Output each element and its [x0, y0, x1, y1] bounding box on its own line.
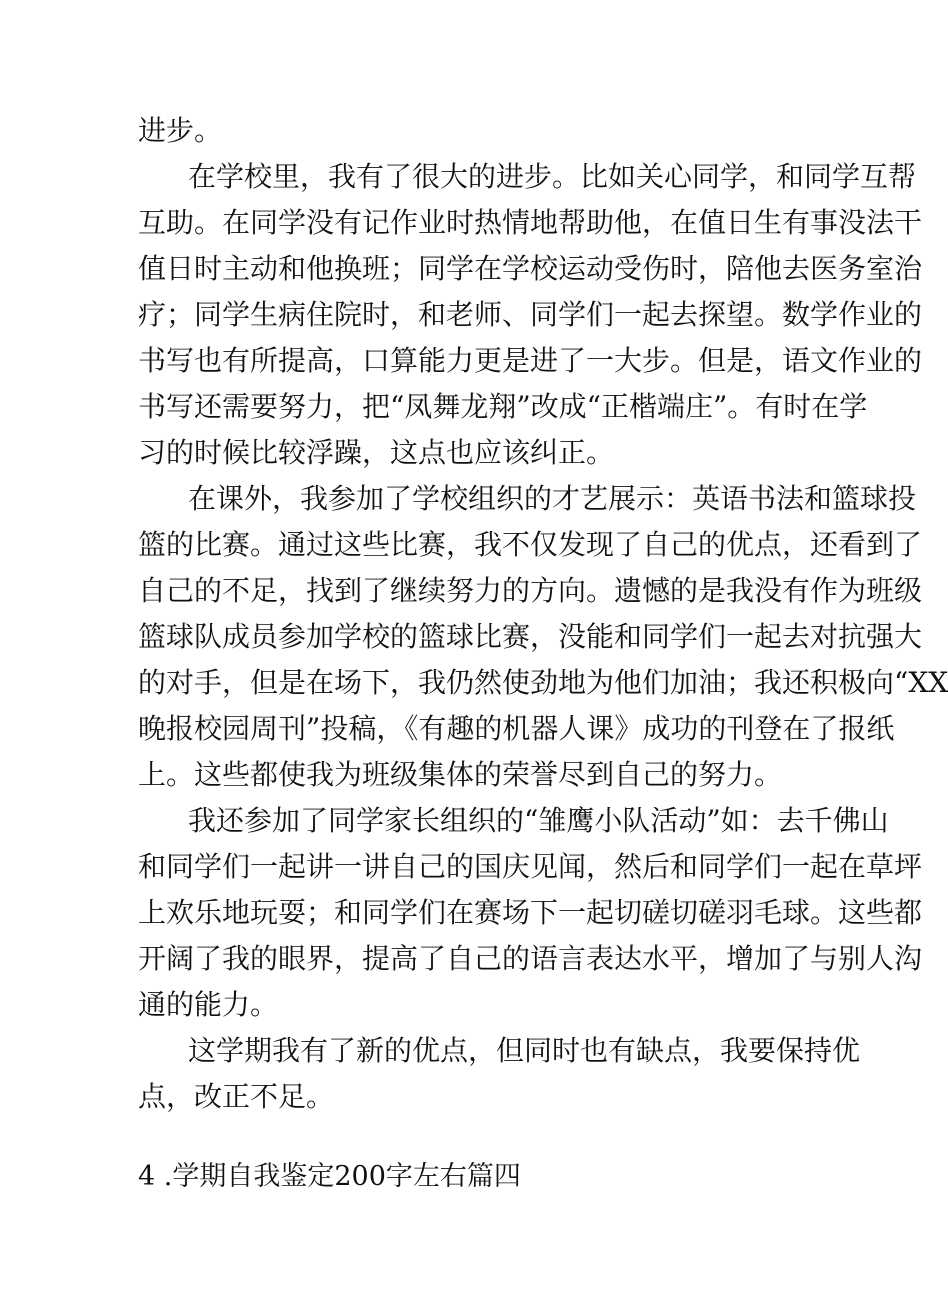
text-line: 值日时主动和他换班；同学在学校运动受伤时，陪他去医务室治: [138, 252, 923, 285]
text-line: 疗；同学生病住院时，和老师、同学们一起去探望。数学作业的: [138, 298, 923, 331]
text-line: 书写还需要努力，把“凤舞龙翔”改成“正楷端庄”。有时在学: [138, 390, 868, 423]
text-line: 和同学们一起讲一讲自己的国庆见闻，然后和同学们一起在草坪: [138, 850, 923, 883]
text-line: 的对手，但是在场下，我仍然使劲地为他们加油；我还积极向“XX: [138, 666, 948, 699]
text-line: 习的时候比较浮躁，这点也应该纠正。: [138, 436, 615, 469]
text-line: 篮球队成员参加学校的篮球比赛，没能和同学们一起去对抗强大: [138, 620, 923, 653]
text-line: 晚报校园周刊”投稿，《有趣的机器人课》成功的刊登在了报纸: [138, 712, 895, 745]
text-line: 进步。: [138, 114, 223, 147]
text-line: 互助。在同学没有记作业时热情地帮助他，在值日生有事没法干: [138, 206, 923, 239]
text-line: 书写也有所提高，口算能力更是进了一大步。但是，语文作业的: [138, 344, 923, 377]
text-line: 在课外，我参加了学校组织的才艺展示：英语书法和篮球投: [188, 482, 917, 515]
text-line: 自己的不足，找到了继续努力的方向。遗憾的是我没有作为班级: [138, 574, 923, 607]
section-heading: 4 .学期自我鉴定200字左右篇四: [138, 1161, 521, 1192]
text-line: 上欢乐地玩耍；和同学们在赛场下一起切磋切磋羽毛球。这些都: [138, 896, 923, 929]
text-line: 开阔了我的眼界，提高了自己的语言表达水平，增加了与别人沟: [138, 942, 923, 975]
text-line: 这学期我有了新的优点，但同时也有缺点，我要保持优: [188, 1034, 861, 1067]
text-line: 点，改正不足。: [138, 1080, 335, 1113]
text-line: 在学校里，我有了很大的进步。比如关心同学，和同学互帮: [188, 160, 917, 193]
text-line: 篮的比赛。通过这些比赛，我不仅发现了自己的优点，还看到了: [138, 528, 923, 561]
text-line: 上。这些都使我为班级集体的荣誉尽到自己的努力。: [138, 758, 783, 791]
text-line: 通的能力。: [138, 988, 279, 1021]
text-line: 我还参加了同学家长组织的“雏鹰小队活动”如：去千佛山: [188, 804, 889, 837]
